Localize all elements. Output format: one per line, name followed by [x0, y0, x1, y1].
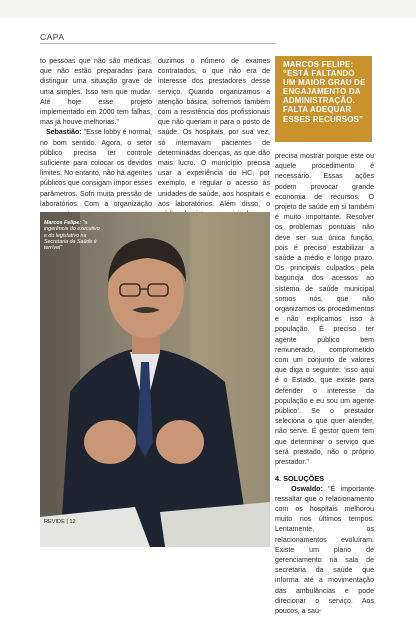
page-footer: REVIDE | 12	[44, 519, 76, 525]
section-label: CAPA	[40, 32, 65, 42]
paragraph: duzimos o número de exames contratados, o que não era de interesse dos prestadores desse serviço. Quando organizamos a atenção básica, sofremos também com a resistência dos profissionais que não queriam ir para o posto de saúde. Os hospitais, por sua vez, só internavam pacientes de determinadas doenças, as que dão mais lucro. O município precisa usar a experiência do HC, por exemplo, e regular o acesso às unidades de saúde, aos hospitais e aos laboratórios. Além disso, o	[158, 57, 270, 220]
photo-caption	[44, 220, 100, 251]
portrait-photo	[40, 212, 270, 547]
article-column-1	[40, 57, 152, 220]
pull-quote-text: MARCOS FELIPE: “ESTÁ FALTANDO UM MAIOR GRAU DE ENGAJAMENTO DA ADMINISTRAÇÃO. FALTA ADEQUAR ESSES RECURSOS”	[283, 60, 367, 124]
article-column-3	[275, 152, 374, 617]
section-divider	[40, 43, 276, 44]
pull-quote-box	[275, 56, 372, 142]
paragraph: Oswaldo: "É importante ressaltar que o relacionamento com os hospitais melhorou muito nos últimos tempos. Lentamente, os relacionamentos evoluíram. Existe um plano de gerenciamento na sala de secretaria da saúde que informa até a movimentação das ambulâncias e pode direcionar o serviço. Aos poucos, a saú-	[275, 485, 374, 617]
paragraph: precisa mostrar porque este ou aquele procedimento é necessário. Essas ações podem provocar grande economia de recursos. O projeto de saúde em si também é muito importante. Resolver os problemas pontuais não deve ser sua única função, pois é preciso estabilizar a saúde a médio e longo prazo. Os principais culpados pela baguncja dos acessos ao sistema de saúde municipal somos nós, que não organizamos os procedimentos e não explicamos isso à população. É preciso ter agente público bem remunerado, comprometido com um conjunto de valores que diga o seguinte: ‘isso aqui é o Estado, que existe para defender o interesse da população e eu sou um agente público’. Se o prestador seleciona o que quer atender, não serve. É gestor quem tem que determinar o serviço que será prestado, não o próprio prestador."	[275, 152, 374, 468]
caption-name: Marcos Felipe:	[44, 220, 81, 226]
top-band	[0, 0, 416, 18]
speaker-name: Sebastião:	[46, 129, 82, 136]
speaker-name: Oswaldo:	[291, 486, 323, 493]
caption-quote: "a ingerência do executivo e do legislativo na Secretaria da Saúde é terrível"	[44, 220, 100, 251]
paragraph: to pessoas que não são médicas, que não estão preparadas para distinguir uma situação grave de uma simples. Isso tem que mudar. Até hoje esse projeto implementado em 2000 tem falhas, mas já houve melhorias."	[40, 57, 152, 128]
paragraph: Sebastião: "Esse lobby é normal, no bom sentido. Agora, o setor público precisa ter controle suficiente para colocar os devidos limites. No entanto, não há agentes públicos que consigam impor esses parâmetros. Sofri muita pressão de laboratórios. Com a organização	[40, 128, 152, 220]
section-heading: 4. SOLUÇÕES	[275, 474, 374, 484]
article-column-2	[158, 57, 270, 220]
